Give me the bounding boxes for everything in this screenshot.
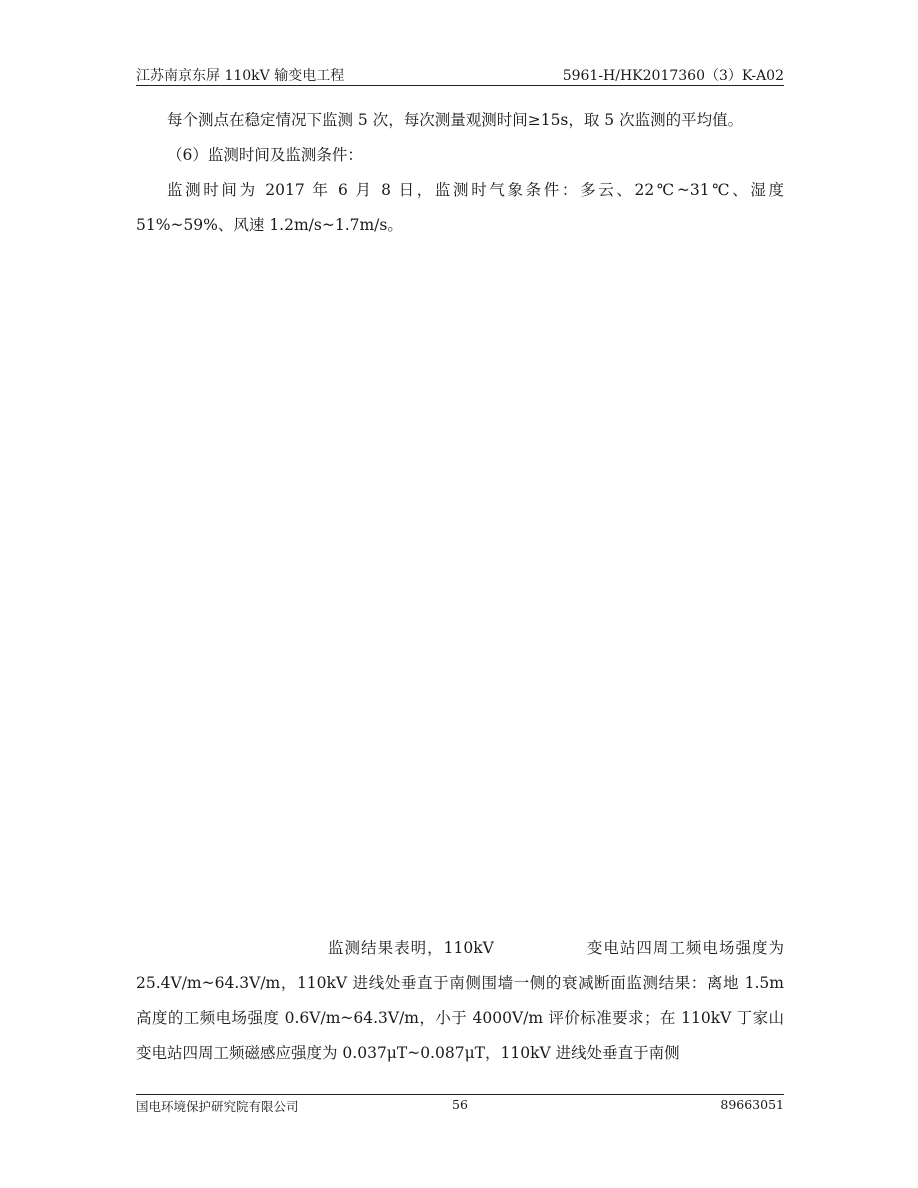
results-text-rest: 变电站四周工频电场强度为 25.4V/m~64.3V/m，110kV 进线处垂直于南侧围墙一侧的衰减断面监测结果：离地 1.5m 高度的工频电场强度 0.6V/m~64.3V/m，小于 4000V/m 评价标准要求；在 110kV 丁家山变电站四周工频磁感应强度为 0.037μT~0.087μT，110kV 进线处垂直于南侧 bbox=[136, 939, 784, 1062]
footer-divider bbox=[136, 1094, 784, 1095]
monitoring-results-section bbox=[136, 931, 784, 1071]
header-divider bbox=[136, 85, 784, 86]
paragraph-section-heading: （6）监测时间及监测条件： bbox=[167, 146, 363, 164]
paragraph-monitoring-conditions: 监测时间为 2017 年 6 月 8 日，监测时气象条件：多云、22℃~31℃、湿度 51%~59%、风速 1.2m/s~1.7m/s。 bbox=[136, 181, 784, 234]
paragraph-measurement-method: 每个测点在稳定情况下监测 5 次，每次测量观测时间≥15s，取 5 次监测的平均值。 bbox=[167, 111, 744, 129]
footer-phone-number: 89663051 bbox=[720, 1097, 784, 1112]
page-footer bbox=[136, 1097, 784, 1117]
header-report-code: 5961-H/HK2017360（3）K-A02 bbox=[562, 68, 784, 84]
footer-organization: 国电环境保护研究院有限公司 bbox=[136, 1099, 299, 1114]
header-project-title: 江苏南京东屏 110kV 输变电工程 bbox=[136, 68, 345, 84]
page-number: 56 bbox=[452, 1097, 468, 1112]
page-header bbox=[136, 62, 784, 84]
monitoring-method-section bbox=[136, 103, 784, 243]
paragraph-monitoring-results bbox=[136, 931, 784, 1071]
results-text-start: 监测结果表明，110kV bbox=[327, 939, 494, 957]
